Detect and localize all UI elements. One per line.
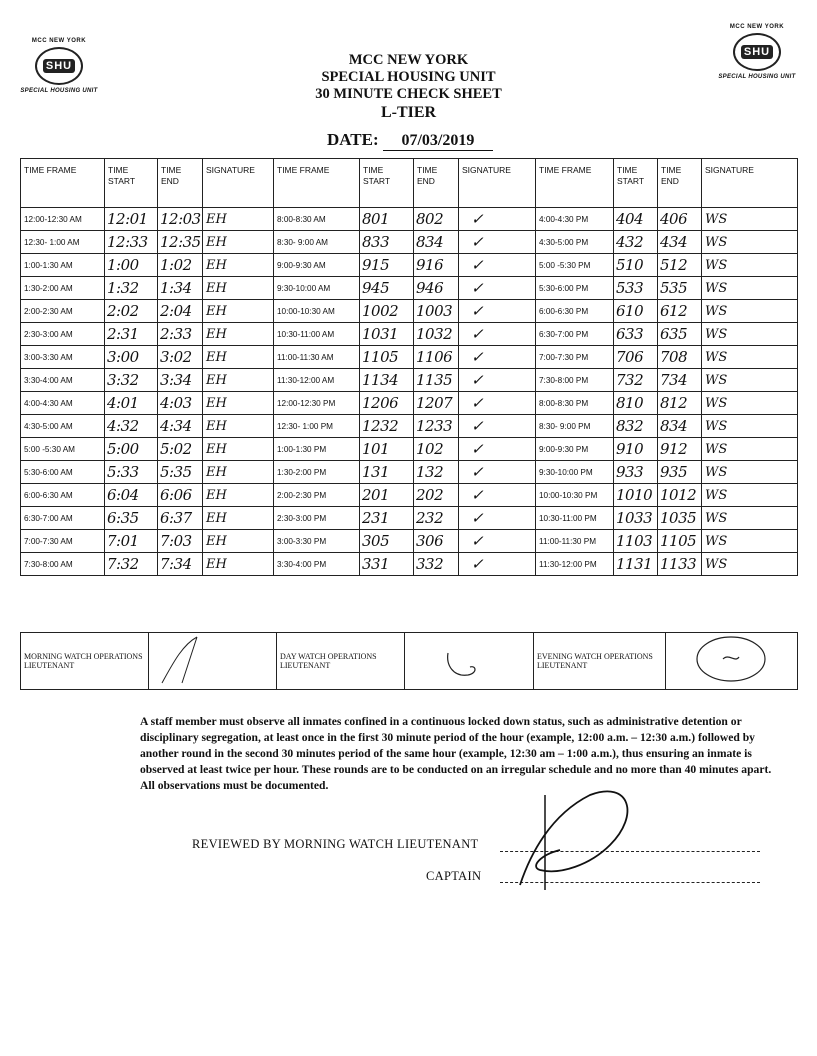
signature-cell: EH xyxy=(203,369,274,392)
col-header: TIME START xyxy=(360,159,414,208)
signature-scribble-icon xyxy=(669,635,793,685)
time-frame-cell: 6:00-6:30 AM xyxy=(21,484,105,507)
time-end-cell: 802 xyxy=(414,208,459,231)
shu-seal-icon xyxy=(733,33,781,71)
table-row xyxy=(21,369,798,392)
time-start-cell: 915 xyxy=(360,254,414,277)
time-frame-cell: 12:00-12:30 PM xyxy=(274,392,360,415)
evening-lieutenant-label: EVENING WATCH OPERATIONS LIEUTENANT xyxy=(534,633,666,690)
signature-cell: ✓ xyxy=(459,277,536,300)
signature-cell: WS xyxy=(702,553,798,576)
time-start-cell: 101 xyxy=(360,438,414,461)
table-row xyxy=(21,208,798,231)
time-frame-cell: 8:30- 9:00 PM xyxy=(536,415,614,438)
time-frame-cell: 3:00-3:30 PM xyxy=(274,530,360,553)
time-end-cell: 2:04 xyxy=(158,300,203,323)
time-end-cell: 734 xyxy=(658,369,702,392)
signature-cell: ✓ xyxy=(459,323,536,346)
signature-cell: EH xyxy=(203,300,274,323)
signature-cell: ✓ xyxy=(459,438,536,461)
time-end-cell: 3:02 xyxy=(158,346,203,369)
time-start-cell: 4:01 xyxy=(105,392,158,415)
time-frame-cell: 10:00-10:30 AM xyxy=(274,300,360,323)
signature-cell: EH xyxy=(203,484,274,507)
time-frame-cell: 5:30-6:00 AM xyxy=(21,461,105,484)
time-end-cell: 935 xyxy=(658,461,702,484)
left-logo xyxy=(14,38,104,94)
signature-cell: ✓ xyxy=(459,507,536,530)
time-start-cell: 801 xyxy=(360,208,414,231)
time-end-cell: 535 xyxy=(658,277,702,300)
time-end-cell: 635 xyxy=(658,323,702,346)
morning-lieutenant-label: MORNING WATCH OPERATIONS LIEUTENANT xyxy=(21,633,149,690)
time-end-cell: 4:03 xyxy=(158,392,203,415)
time-frame-cell: 1:00-1:30 AM xyxy=(21,254,105,277)
left-logo-center: SHU xyxy=(43,59,75,73)
time-frame-cell: 7:30-8:00 AM xyxy=(21,553,105,576)
time-start-cell: 706 xyxy=(614,346,658,369)
time-start-cell: 131 xyxy=(360,461,414,484)
time-start-cell: 4:32 xyxy=(105,415,158,438)
time-start-cell: 1:00 xyxy=(105,254,158,277)
time-frame-cell: 6:30-7:00 AM xyxy=(21,507,105,530)
time-end-cell: 1133 xyxy=(658,553,702,576)
time-frame-cell: 11:00-11:30 AM xyxy=(274,346,360,369)
time-start-cell: 1206 xyxy=(360,392,414,415)
time-end-cell: 3:34 xyxy=(158,369,203,392)
col-header: TIME END xyxy=(414,159,459,208)
time-frame-cell: 1:30-2:00 PM xyxy=(274,461,360,484)
time-start-cell: 201 xyxy=(360,484,414,507)
table-row xyxy=(21,392,798,415)
time-start-cell: 6:35 xyxy=(105,507,158,530)
table-row xyxy=(21,323,798,346)
signature-scribble-icon xyxy=(152,635,272,685)
signature-cell: WS xyxy=(702,323,798,346)
time-end-cell: 7:34 xyxy=(158,553,203,576)
signature-cell: EH xyxy=(203,254,274,277)
day-lieutenant-signature xyxy=(405,633,534,690)
signature-cell: ✓ xyxy=(459,553,536,576)
time-frame-cell: 9:00-9:30 AM xyxy=(274,254,360,277)
time-end-cell: 2:33 xyxy=(158,323,203,346)
time-frame-cell: 4:30-5:00 AM xyxy=(21,415,105,438)
time-frame-cell: 1:00-1:30 PM xyxy=(274,438,360,461)
time-frame-cell: 6:00-6:30 PM xyxy=(536,300,614,323)
signature-cell: EH xyxy=(203,553,274,576)
time-end-cell: 1012 xyxy=(658,484,702,507)
signature-cell: WS xyxy=(702,231,798,254)
col-header: SIGNATURE xyxy=(203,159,274,208)
time-frame-cell: 9:30-10:00 PM xyxy=(536,461,614,484)
time-end-cell: 102 xyxy=(414,438,459,461)
table-row xyxy=(21,530,798,553)
time-frame-cell: 12:00-12:30 AM xyxy=(21,208,105,231)
header-line2: SPECIAL HOUSING UNIT xyxy=(321,69,496,85)
signature-cell: WS xyxy=(702,300,798,323)
table-header-row xyxy=(21,159,798,208)
time-end-cell: 132 xyxy=(414,461,459,484)
signature-cell: WS xyxy=(702,346,798,369)
time-start-cell: 1033 xyxy=(614,507,658,530)
signature-cell: WS xyxy=(702,530,798,553)
evening-lieutenant-signature xyxy=(666,633,798,690)
col-header: TIME FRAME xyxy=(274,159,360,208)
signature-cell: WS xyxy=(702,277,798,300)
time-end-cell: 1106 xyxy=(414,346,459,369)
time-frame-cell: 6:30-7:00 PM xyxy=(536,323,614,346)
time-end-cell: 916 xyxy=(414,254,459,277)
time-start-cell: 1031 xyxy=(360,323,414,346)
document-header xyxy=(250,52,567,122)
time-frame-cell: 12:30- 1:00 PM xyxy=(274,415,360,438)
time-frame-cell: 11:30-12:00 PM xyxy=(536,553,614,576)
col-header: TIME FRAME xyxy=(21,159,105,208)
signature-cell: ✓ xyxy=(459,369,536,392)
time-end-cell: 1003 xyxy=(414,300,459,323)
time-start-cell: 5:33 xyxy=(105,461,158,484)
policy-paragraph: A staff member must observe all inmates confined in a continuous locked down status, such as administrative detention or disciplinary segregation, at least once in the first 30 minute period of the hour (example, 12:00 a.m. – 12:30 a.m.) followed by another round in the second 30 minutes period of the same hour (example, 12:30 am – 1:00 a.m.), thus ensuring an inmate is observed at least twice per hour. These rounds are to be conducted on an irregular schedule and no more than 40 minutes apart. All observations must be documented. xyxy=(140,715,772,792)
date-label: DATE: xyxy=(327,130,379,149)
time-start-cell: 432 xyxy=(614,231,658,254)
header-line3: 30 MINUTE CHECK SHEET xyxy=(315,86,502,102)
signature-cell: EH xyxy=(203,231,274,254)
table-row xyxy=(21,254,798,277)
time-end-cell: 6:06 xyxy=(158,484,203,507)
signature-cell: ✓ xyxy=(459,208,536,231)
signature-cell: WS xyxy=(702,392,798,415)
date-row xyxy=(327,130,493,151)
time-frame-cell: 3:30-4:00 AM xyxy=(21,369,105,392)
signature-cell: EH xyxy=(203,277,274,300)
time-start-cell: 1103 xyxy=(614,530,658,553)
time-end-cell: 1:34 xyxy=(158,277,203,300)
time-end-cell: 834 xyxy=(658,415,702,438)
table-row xyxy=(21,346,798,369)
time-start-cell: 12:01 xyxy=(105,208,158,231)
table-row xyxy=(21,507,798,530)
time-frame-cell: 10:30-11:00 PM xyxy=(536,507,614,530)
time-start-cell: 3:32 xyxy=(105,369,158,392)
time-start-cell: 610 xyxy=(614,300,658,323)
signature-cell: EH xyxy=(203,415,274,438)
signature-cell: WS xyxy=(702,484,798,507)
time-frame-cell: 1:30-2:00 AM xyxy=(21,277,105,300)
captain-signature-icon xyxy=(500,775,650,895)
time-frame-cell: 5:30-6:00 PM xyxy=(536,277,614,300)
signature-cell: WS xyxy=(702,461,798,484)
signature-cell: ✓ xyxy=(459,392,536,415)
col-header: TIME START xyxy=(614,159,658,208)
time-end-cell: 912 xyxy=(658,438,702,461)
time-end-cell: 834 xyxy=(414,231,459,254)
time-start-cell: 331 xyxy=(360,553,414,576)
time-start-cell: 2:31 xyxy=(105,323,158,346)
time-end-cell: 12:35 xyxy=(158,231,203,254)
time-frame-cell: 2:00-2:30 AM xyxy=(21,300,105,323)
time-frame-cell: 7:30-8:00 PM xyxy=(536,369,614,392)
time-end-cell: 946 xyxy=(414,277,459,300)
signature-cell: EH xyxy=(203,208,274,231)
time-start-cell: 7:32 xyxy=(105,553,158,576)
col-header: SIGNATURE xyxy=(702,159,798,208)
time-frame-cell: 8:30- 9:00 AM xyxy=(274,231,360,254)
time-end-cell: 202 xyxy=(414,484,459,507)
signature-cell: EH xyxy=(203,323,274,346)
time-end-cell: 1032 xyxy=(414,323,459,346)
time-frame-cell: 5:00 -5:30 AM xyxy=(21,438,105,461)
time-frame-cell: 7:00-7:30 PM xyxy=(536,346,614,369)
signature-cell: WS xyxy=(702,438,798,461)
time-frame-cell: 10:00-10:30 PM xyxy=(536,484,614,507)
table-row xyxy=(21,231,798,254)
check-table xyxy=(20,158,798,576)
signature-cell: WS xyxy=(702,415,798,438)
morning-lieutenant-signature xyxy=(149,633,277,690)
time-start-cell: 1002 xyxy=(360,300,414,323)
time-end-cell: 1207 xyxy=(414,392,459,415)
time-start-cell: 5:00 xyxy=(105,438,158,461)
time-start-cell: 732 xyxy=(614,369,658,392)
time-end-cell: 708 xyxy=(658,346,702,369)
signature-cell: WS xyxy=(702,254,798,277)
time-frame-cell: 3:30-4:00 PM xyxy=(274,553,360,576)
table-row xyxy=(21,300,798,323)
review-morning-label: REVIEWED BY MORNING WATCH LIEUTENANT xyxy=(192,837,479,851)
time-frame-cell: 9:30-10:00 AM xyxy=(274,277,360,300)
time-start-cell: 1232 xyxy=(360,415,414,438)
time-start-cell: 945 xyxy=(360,277,414,300)
time-frame-cell: 10:30-11:00 AM xyxy=(274,323,360,346)
lieutenant-signoff-table xyxy=(20,632,798,690)
signature-cell: ✓ xyxy=(459,461,536,484)
time-start-cell: 810 xyxy=(614,392,658,415)
time-end-cell: 6:37 xyxy=(158,507,203,530)
table-row xyxy=(21,415,798,438)
left-logo-bottom-text: SPECIAL HOUSING UNIT xyxy=(20,88,98,94)
time-end-cell: 4:34 xyxy=(158,415,203,438)
right-logo-top-text: MCC NEW YORK xyxy=(729,24,785,30)
time-end-cell: 332 xyxy=(414,553,459,576)
time-start-cell: 2:02 xyxy=(105,300,158,323)
signature-cell: EH xyxy=(203,530,274,553)
time-start-cell: 1105 xyxy=(360,346,414,369)
table-row xyxy=(21,553,798,576)
time-start-cell: 231 xyxy=(360,507,414,530)
time-frame-cell: 8:00-8:30 PM xyxy=(536,392,614,415)
time-end-cell: 812 xyxy=(658,392,702,415)
time-start-cell: 933 xyxy=(614,461,658,484)
signature-cell: ✓ xyxy=(459,346,536,369)
time-frame-cell: 8:00-8:30 AM xyxy=(274,208,360,231)
time-start-cell: 7:01 xyxy=(105,530,158,553)
signature-cell: EH xyxy=(203,346,274,369)
time-end-cell: 306 xyxy=(414,530,459,553)
signature-cell: EH xyxy=(203,392,274,415)
time-start-cell: 1131 xyxy=(614,553,658,576)
time-end-cell: 1:02 xyxy=(158,254,203,277)
time-frame-cell: 11:30-12:00 AM xyxy=(274,369,360,392)
table-row xyxy=(21,461,798,484)
time-frame-cell: 2:30-3:00 AM xyxy=(21,323,105,346)
time-end-cell: 5:35 xyxy=(158,461,203,484)
time-start-cell: 6:04 xyxy=(105,484,158,507)
signature-cell: EH xyxy=(203,438,274,461)
time-end-cell: 1105 xyxy=(658,530,702,553)
time-end-cell: 7:03 xyxy=(158,530,203,553)
time-start-cell: 910 xyxy=(614,438,658,461)
time-start-cell: 404 xyxy=(614,208,658,231)
time-end-cell: 232 xyxy=(414,507,459,530)
signature-cell: EH xyxy=(203,507,274,530)
table-row xyxy=(21,484,798,507)
signature-cell: EH xyxy=(203,461,274,484)
time-frame-cell: 12:30- 1:00 AM xyxy=(21,231,105,254)
time-end-cell: 1135 xyxy=(414,369,459,392)
signature-cell: WS xyxy=(702,507,798,530)
signature-cell: ✓ xyxy=(459,484,536,507)
col-header: SIGNATURE xyxy=(459,159,536,208)
time-start-cell: 533 xyxy=(614,277,658,300)
time-frame-cell: 3:00-3:30 AM xyxy=(21,346,105,369)
time-start-cell: 833 xyxy=(360,231,414,254)
table-row xyxy=(21,438,798,461)
review-captain-label: CAPTAIN xyxy=(426,869,482,883)
time-frame-cell: 11:00-11:30 PM xyxy=(536,530,614,553)
time-end-cell: 512 xyxy=(658,254,702,277)
time-frame-cell: 5:00 -5:30 PM xyxy=(536,254,614,277)
signature-scribble-icon xyxy=(408,635,528,685)
time-frame-cell: 4:00-4:30 PM xyxy=(536,208,614,231)
day-lieutenant-label: DAY WATCH OPERATIONS LIEUTENANT xyxy=(277,633,405,690)
signature-cell: ✓ xyxy=(459,231,536,254)
time-start-cell: 1134 xyxy=(360,369,414,392)
time-end-cell: 612 xyxy=(658,300,702,323)
header-line4: L-TIER xyxy=(380,104,437,121)
time-end-cell: 1035 xyxy=(658,507,702,530)
time-start-cell: 1010 xyxy=(614,484,658,507)
time-start-cell: 510 xyxy=(614,254,658,277)
time-start-cell: 633 xyxy=(614,323,658,346)
table-row xyxy=(21,277,798,300)
signature-cell: ✓ xyxy=(459,415,536,438)
signature-cell: WS xyxy=(702,208,798,231)
shu-seal-icon xyxy=(35,47,83,85)
col-header: TIME END xyxy=(158,159,203,208)
time-start-cell: 1:32 xyxy=(105,277,158,300)
time-end-cell: 1233 xyxy=(414,415,459,438)
time-end-cell: 434 xyxy=(658,231,702,254)
signature-cell: WS xyxy=(702,369,798,392)
time-start-cell: 12:33 xyxy=(105,231,158,254)
time-start-cell: 832 xyxy=(614,415,658,438)
time-frame-cell: 9:00-9:30 PM xyxy=(536,438,614,461)
time-end-cell: 406 xyxy=(658,208,702,231)
time-frame-cell: 4:30-5:00 PM xyxy=(536,231,614,254)
signature-cell: ✓ xyxy=(459,254,536,277)
signature-cell: ✓ xyxy=(459,300,536,323)
right-logo-center: SHU xyxy=(741,45,773,59)
time-end-cell: 5:02 xyxy=(158,438,203,461)
header-line1: MCC NEW YORK xyxy=(348,52,469,68)
time-frame-cell: 4:00-4:30 AM xyxy=(21,392,105,415)
time-start-cell: 305 xyxy=(360,530,414,553)
time-frame-cell: 2:00-2:30 PM xyxy=(274,484,360,507)
time-start-cell: 3:00 xyxy=(105,346,158,369)
col-header: TIME FRAME xyxy=(536,159,614,208)
date-value: 07/03/2019 xyxy=(383,132,493,151)
col-header: TIME END xyxy=(658,159,702,208)
right-logo xyxy=(712,24,802,80)
time-end-cell: 12:03 xyxy=(158,208,203,231)
left-logo-top-text: MCC NEW YORK xyxy=(31,38,87,44)
time-frame-cell: 7:00-7:30 AM xyxy=(21,530,105,553)
col-header: TIME START xyxy=(105,159,158,208)
signature-cell: ✓ xyxy=(459,530,536,553)
time-frame-cell: 2:30-3:00 PM xyxy=(274,507,360,530)
right-logo-bottom-text: SPECIAL HOUSING UNIT xyxy=(718,74,796,80)
